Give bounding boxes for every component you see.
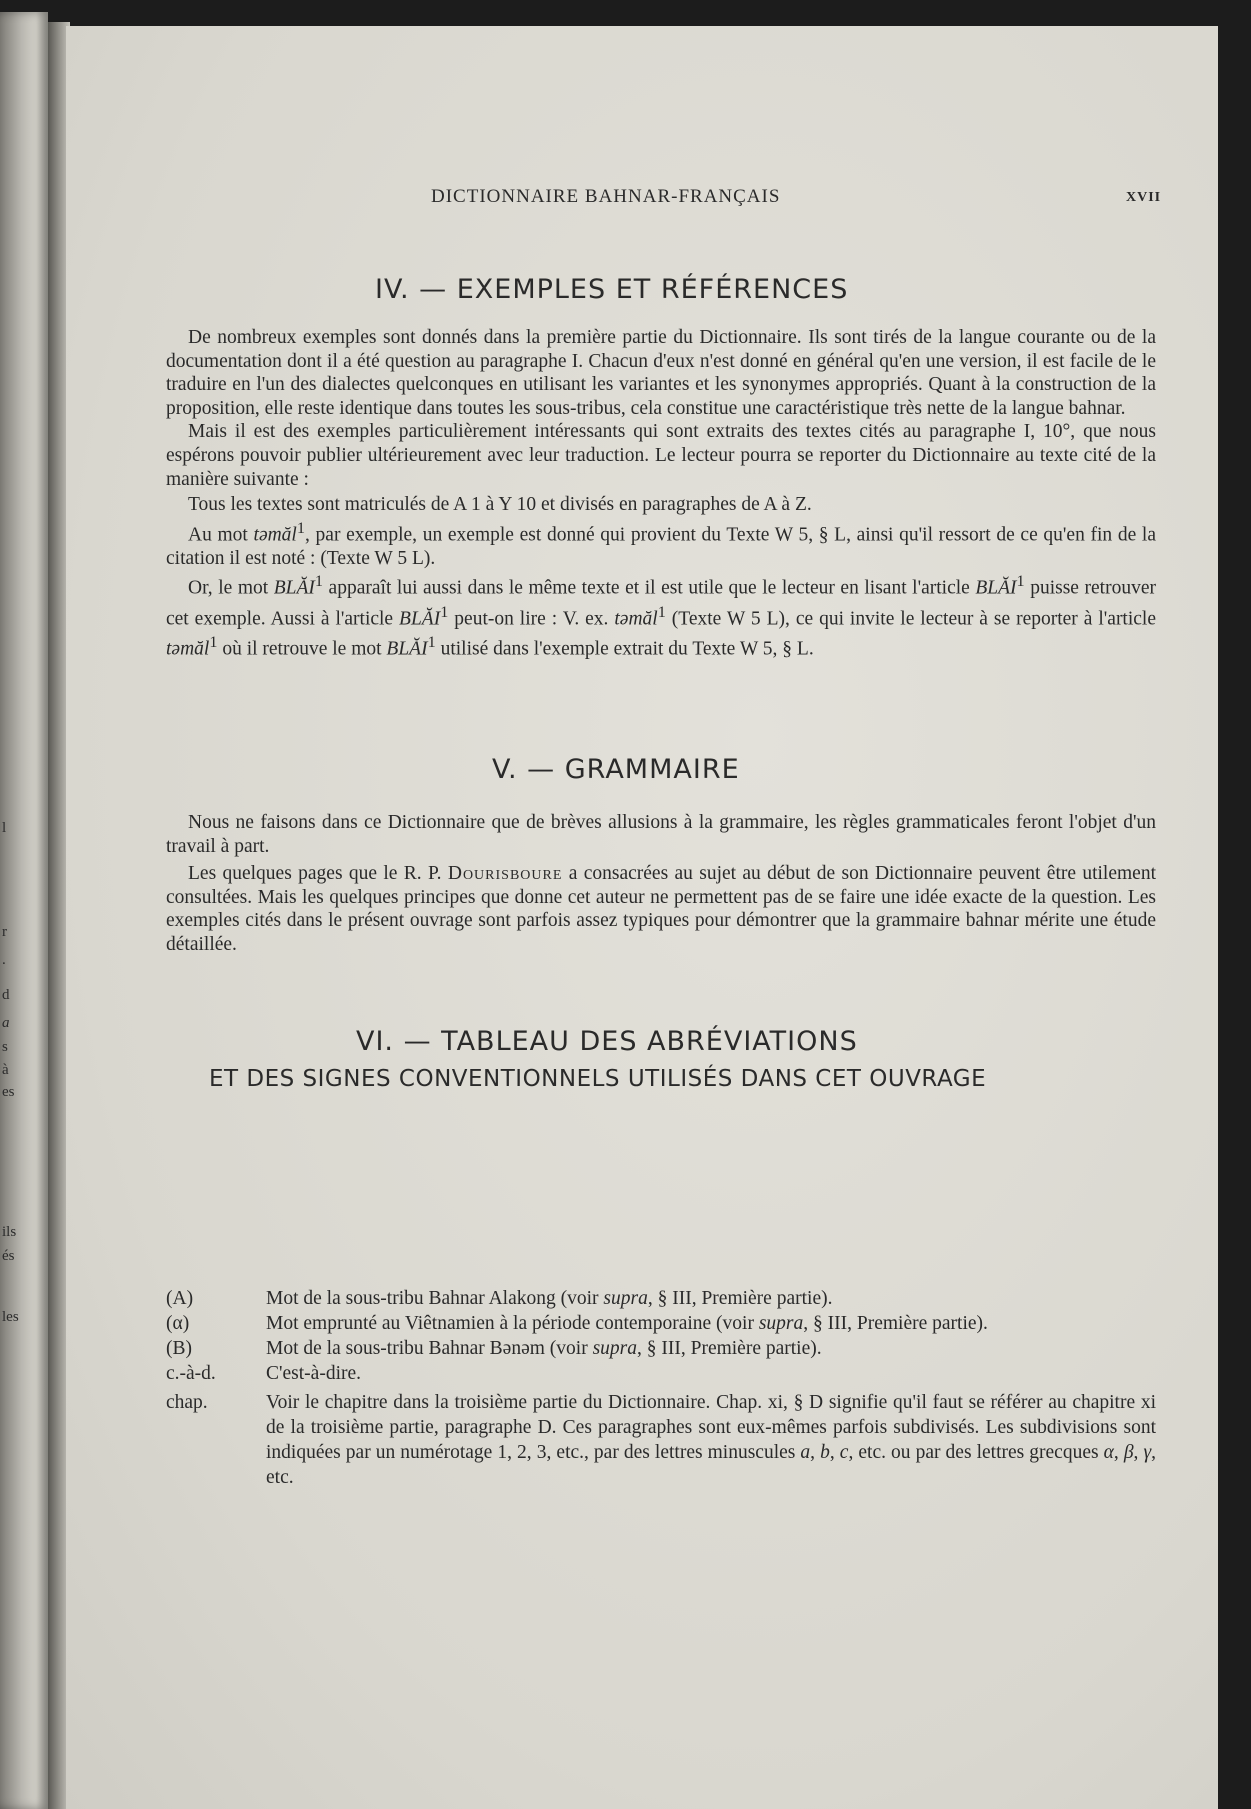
text: supra: [758, 1313, 804, 1334]
abbreviation-row: [166, 1311, 1156, 1336]
margin-fragment: ils: [2, 1224, 17, 1240]
bahnar-word: təmăl: [253, 524, 297, 546]
section-6-subheading: ET DES SIGNES CONVENTIONNELS UTILISÉS DANS CET OUVRAGE: [209, 1066, 987, 1092]
abbreviation-meaning: C'est-à-dire.: [266, 1363, 362, 1384]
abbreviation-meaning: [266, 1286, 1156, 1311]
text: ,: [810, 1442, 821, 1463]
text: Mot emprunté au Viêtnamien à la période contemporaine (voir: [266, 1313, 759, 1334]
text: où il retrouve le mot: [217, 638, 387, 660]
margin-fragment: l: [2, 820, 7, 836]
superscript: 1: [209, 632, 218, 651]
text: b: [820, 1442, 830, 1463]
text: Voir le chapitre dans la troisième partie du Dictionnaire. Chap. xi, § D signifie qu'il faut se référer au chapitre xi de la troisième partie, paragraphe D. Ces paragraphes sont eux-mêmes parfois subdivisés. Les subdivisions sont indiquées par un numérotage 1, 2, 3, etc., par des lettres minuscules: [266, 1392, 1156, 1463]
abbreviation-meaning: [266, 1311, 1156, 1336]
margin-fragment: les: [2, 1309, 19, 1325]
paragraph: [166, 862, 1156, 956]
superscript: 1: [296, 518, 305, 537]
superscript: 1: [314, 572, 324, 591]
text: c: [839, 1442, 849, 1463]
text: utilisé dans l'exemple extrait du Texte W 5, § L.: [435, 638, 814, 660]
text: Au mot: [188, 524, 254, 546]
abbreviation-row: [166, 1336, 1156, 1361]
superscript: 1: [1016, 572, 1025, 591]
abbreviation-key: c.-à-d.: [166, 1363, 216, 1384]
text: , § III, Première partie).: [647, 1288, 833, 1309]
paragraph: [166, 570, 1156, 660]
abbreviation-meaning: [266, 1336, 1156, 1361]
section-6-heading: VI. — TABLEAU DES ABRÉVIATIONS: [356, 1026, 858, 1057]
page-number: XVII: [1126, 190, 1162, 205]
author-name: Dourisboure: [447, 863, 563, 885]
abbreviation-table: [166, 1286, 1156, 1490]
margin-fragment: d: [2, 987, 10, 1003]
text: ,: [829, 1442, 840, 1463]
superscript: 1: [427, 632, 436, 651]
bahnar-word: BLĂI: [975, 577, 1017, 599]
abbreviation-key: chap.: [166, 1392, 208, 1413]
abbreviation-key: (α): [166, 1313, 190, 1334]
abbreviation-row: [166, 1361, 1156, 1386]
book-page: [66, 26, 1218, 1809]
bahnar-word: BLĂI: [399, 608, 441, 630]
text: peut-on lire : V. ex.: [448, 608, 615, 630]
text: ,: [1113, 1442, 1124, 1463]
text: , etc.: [266, 1442, 1157, 1488]
margin-fragment: r: [2, 924, 7, 940]
section-5-body: [166, 811, 1156, 957]
superscript: 1: [657, 602, 666, 621]
text: , par exemple, un exemple est donné qui provient du Texte W 5, § L, ainsi qu'il ressort de ce qu'en fin de la citation il est noté : (Texte W 5 L).: [166, 524, 1156, 569]
running-head-title: DICTIONNAIRE BAHNAR-FRANÇAIS: [431, 186, 781, 207]
text: supra: [603, 1288, 648, 1309]
margin-fragment: es: [2, 1084, 15, 1100]
paragraph: [166, 517, 1156, 571]
text: α: [1103, 1442, 1114, 1463]
text: Les quelques pages que le R. P.: [188, 863, 448, 885]
section-4-body: [166, 326, 1156, 661]
text: , § III, Première partie).: [637, 1338, 822, 1359]
margin-fragment: s: [2, 1039, 8, 1055]
margin-fragment: .: [2, 952, 6, 968]
margin-fragment: és: [2, 1248, 15, 1264]
text: puisse retrouver cet exemple. Aussi à l'article: [166, 577, 1156, 630]
bahnar-word: təmăl: [166, 638, 210, 660]
abbreviation-row: [166, 1390, 1156, 1490]
running-head: [66, 186, 1218, 212]
abbreviation-key: (A): [166, 1288, 194, 1309]
superscript: 1: [440, 602, 449, 621]
paragraph: De nombreux exemples sont donnés dans la première partie du Dictionnaire. Ils sont tirés de la langue courante ou de la documentation dont il a été question au paragraphe I. Chacun d'eux n'est donné en général qu'en une version, il est facile de le traduire en l'un des dialectes quelconques en utilisant les variantes et les synonymes appropriés. Quant à la construction de la proposition, elle reste identique dans toutes les sous-tribus, cela constitue une caractéristique très nette de la langue bahnar.: [166, 327, 1156, 419]
text: a: [800, 1442, 811, 1463]
text: apparaît lui aussi dans le même texte et il est utile que le lecteur en lisant l'article: [323, 577, 976, 599]
section-4-heading: IV. — EXEMPLES ET RÉFÉRENCES: [375, 274, 849, 305]
text: , § III, Première partie).: [803, 1313, 988, 1334]
bahnar-word: BLĂI: [386, 638, 428, 660]
paragraph: Nous ne faisons dans ce Dictionnaire que de brèves allusions à la grammaire, les règles grammaticales feront l'objet d'un travail à part.: [166, 812, 1156, 857]
text: Or, le mot: [188, 577, 274, 599]
text: β: [1123, 1442, 1134, 1463]
margin-fragment: à: [2, 1062, 9, 1078]
section-5-heading: V. — GRAMMAIRE: [492, 754, 740, 785]
text: γ: [1143, 1442, 1152, 1463]
paragraph: Tous les textes sont matriculés de A 1 à Y 10 et divisés en paragraphes de A à Z.: [188, 494, 812, 516]
text: Mot de la sous-tribu Bahnar Alakong (voir: [266, 1288, 604, 1309]
text: (Texte W 5 L), ce qui invite le lecteur à se reporter à l'article: [665, 608, 1156, 630]
facing-page-edge: [0, 12, 48, 1809]
bahnar-word: BLĂI: [273, 577, 315, 599]
bahnar-word: təmăl: [614, 608, 658, 630]
text: ,: [1133, 1442, 1144, 1463]
abbreviation-meaning: [266, 1390, 1156, 1490]
abbreviation-row: [166, 1286, 1156, 1311]
abbreviation-key: (B): [166, 1338, 192, 1359]
text: a consacrées au sujet au début de son Dictionnaire peuvent être utilement consultées. Mais les quelques principes que donne cet auteur ne permettent pas de se faire une idée exacte de la question. Les exemples cités dans le présent ouvrage sont parfois assez typiques pour démontrer que la grammaire bahnar mérite une étude détaillée.: [166, 863, 1156, 955]
margin-fragment: a: [2, 1015, 10, 1031]
paragraph: Mais il est des exemples particulièrement intéressants qui sont extraits des textes cités au paragraphe I, 10°, que nous espérons pouvoir publier ultérieurement avec leur traduction. Le lecteur pourra se reporter du Dictionnaire au texte cité de la manière suivante :: [166, 421, 1156, 490]
text: , etc. ou par des lettres grecques: [848, 1442, 1104, 1463]
text: supra: [592, 1338, 637, 1359]
text: Mot de la sous-tribu Bahnar Bənəm (voir: [266, 1338, 593, 1359]
